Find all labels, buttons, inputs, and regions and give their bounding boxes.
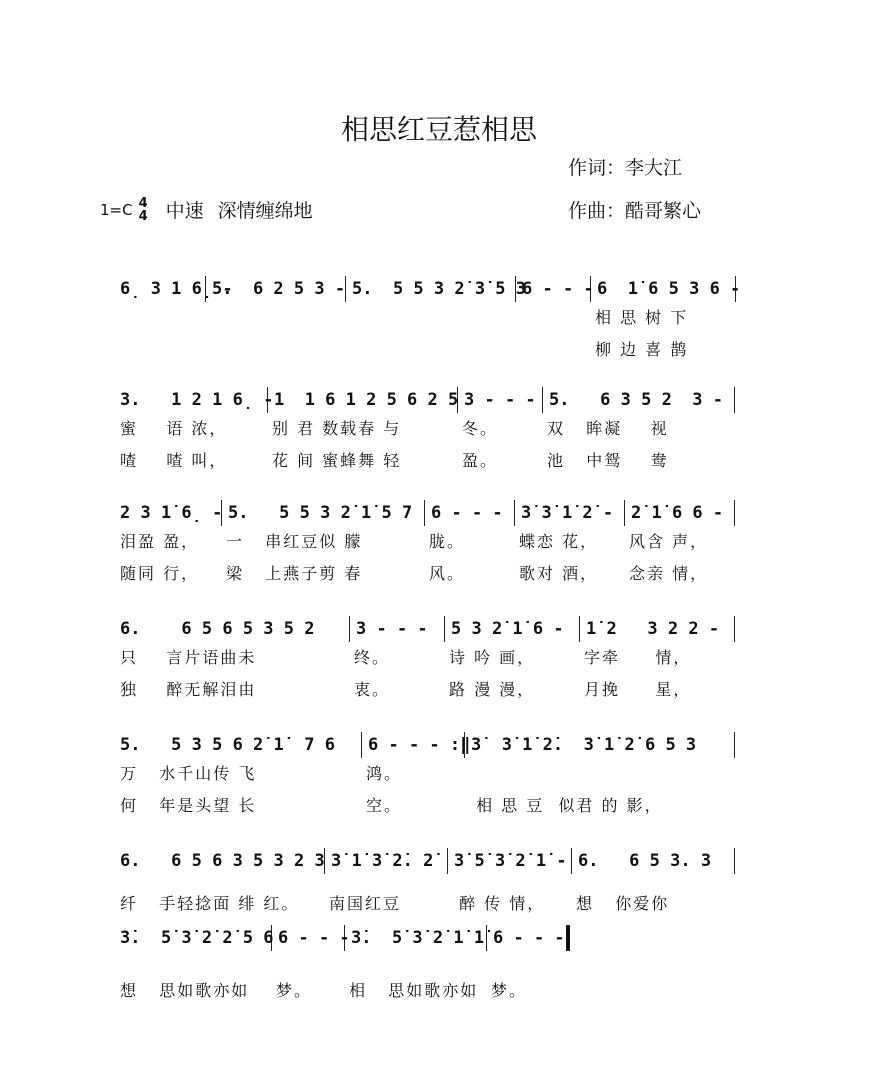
lyric-segment: 池 中鸳 鸯: [547, 451, 669, 470]
key-signature: 1=C: [100, 200, 133, 219]
lyric-segment: 醉 传 情，: [452, 894, 546, 913]
notation-row: [120, 925, 570, 951]
notation-row: [120, 500, 735, 526]
lyric-segment: 相 思如歌亦如: [349, 981, 479, 1000]
lyric-segment: 双 眸凝 视: [547, 419, 669, 438]
notation-row: [120, 732, 735, 758]
lyric-segment: 随同 行，: [120, 564, 200, 583]
lyric-segment: 万 水千山传 飞: [120, 764, 257, 783]
measure: 3̇ 1̇ 3̇ 2̇. 2̇: [325, 848, 448, 874]
lyric-segment: 想 你爱你: [576, 894, 670, 913]
score-system: [120, 616, 735, 706]
lyrics-line-2: [120, 674, 735, 706]
measure: 2̇ 1̇ 6 6 -: [625, 500, 735, 526]
lyric-segment: 泪盈 盈，: [120, 532, 200, 551]
score-system: [120, 925, 570, 1007]
measure: 6 - - -: [272, 925, 345, 951]
measure: 5. 5 3 5 6 2̇ 1̇ 7 6: [120, 732, 362, 758]
lyric-segment: 歌对 酒，: [519, 564, 599, 583]
lyric-segment: 只 言片语曲未: [120, 648, 257, 667]
measure: 3 - - -: [350, 616, 445, 642]
notation-row: [120, 387, 735, 413]
lyric-segment: 柳 边 喜 鹊: [595, 340, 689, 359]
composer-credit: 作曲：酷哥繁心: [568, 200, 702, 222]
measure: 3̇ 3̇ 1̇ 2̇ -: [515, 500, 625, 526]
lyrics-line-2: [120, 334, 736, 366]
song-title: 相思红豆惹相思: [340, 113, 537, 146]
lyric-segment: 鸿。: [366, 764, 403, 783]
lyric-segment: [206, 302, 346, 334]
score-system: [120, 387, 735, 477]
measure: 6 - - -: [516, 276, 591, 302]
measure: 5. 6 2 5 3 -: [206, 276, 346, 302]
lyricist-credit: 作词：李大江: [568, 157, 683, 179]
lyric-segment: 路 漫 漫，: [449, 680, 536, 699]
lyric-segment: 一 串红豆似 朦: [226, 532, 363, 551]
measure: 6. 6 5 6 5 3 5 2: [120, 616, 350, 642]
lyric-segment: [346, 334, 516, 366]
measure: 6. 6 5 3. 3: [572, 848, 735, 874]
notation-row: [120, 616, 735, 642]
lyric-segment: 喳 喳 叫，: [120, 451, 228, 470]
measure: 1̇ 2 3 2 2 -: [580, 616, 735, 642]
measure: 6 1̇ 6 5 3 6 -: [591, 276, 736, 302]
lyric-segment: 相 思 豆 似君 的 影，: [469, 796, 663, 815]
measure: 5. 5 5 3 2̇ 3̇ 5 3: [346, 276, 516, 302]
lyrics-line-1: [120, 888, 735, 920]
lyric-segment: 诗 吟 画，: [449, 648, 536, 667]
lyrics-line-2: [120, 790, 735, 822]
lyric-segment: 梦。: [276, 981, 313, 1000]
lyrics-line-1: [120, 526, 735, 558]
lyric-segment: 相 思 树 下: [595, 308, 689, 327]
measure: 5. 6 3 5 2 3 -: [543, 387, 735, 413]
measure: 3̇ 3̇ 1̇ 2̇. 3̇ 1̇ 2̇ 6 5 3: [465, 732, 735, 758]
lyric-segment: [465, 758, 735, 790]
lyric-segment: 别 君 数载春 与: [272, 419, 402, 438]
lyric-segment: 衷。: [354, 680, 391, 699]
lyric-segment: 终。: [354, 648, 391, 667]
lyrics-line-1: [120, 413, 735, 445]
lyric-segment: 独 醉无解泪由: [120, 680, 257, 699]
lyric-segment: 冬。: [462, 419, 499, 438]
lyrics-line-1: [120, 642, 735, 674]
measure: 2 3 1̇ 6̣ -: [120, 500, 222, 526]
measure: 3. 1 2 1 6̣ -: [120, 387, 268, 413]
measure: 5. 5 5 3 2̇ 1̇ 5 7: [222, 500, 425, 526]
lyric-segment: [516, 334, 591, 366]
expression-marking: 深情缠绵地: [217, 200, 313, 222]
measure: 3̇ 5̇ 3̇ 2̇ 1̇ -: [448, 848, 572, 874]
lyric-segment: 想 思如歌亦如: [120, 981, 250, 1000]
lyric-segment: 南国红豆: [329, 894, 402, 913]
lyric-segment: 梦。: [491, 981, 528, 1000]
lyric-segment: [516, 302, 591, 334]
measure: 5 3 2̇ 1̇ 6 -: [445, 616, 580, 642]
measure: 3̇. 5̇ 3̇ 2̇ 2̇ 5 6: [120, 925, 272, 951]
score-system: [120, 732, 735, 822]
lyric-segment: 念亲 情，: [629, 564, 709, 583]
lyric-segment: 月挽 星，: [584, 680, 692, 699]
notation-row: [120, 848, 735, 874]
tempo-marking: 中速: [165, 200, 204, 222]
time-signature-top: 4: [138, 195, 148, 211]
lyric-segment: 纤 手轻捻面 绯 红。: [120, 894, 300, 913]
score-system: [120, 276, 741, 366]
lyric-segment: 蝶恋 花，: [519, 532, 599, 551]
lyric-segment: 盈。: [462, 451, 499, 470]
time-signature: [139, 197, 148, 223]
measure: 6̣ 3 1 6̣ -: [120, 276, 206, 302]
lyric-segment: [206, 334, 346, 366]
measure: 3 - - -: [458, 387, 543, 413]
lyric-segment: 风。: [429, 564, 466, 583]
measure: 6 - - -: [487, 925, 570, 951]
measure: 1 1 6 1 2 5 6 2 5: [268, 387, 458, 413]
lyric-segment: 梁 上燕子剪 春: [226, 564, 363, 583]
measure: 6. 6 5 6 3 5 3 2 3: [120, 848, 325, 874]
measure: 6 - - -: [425, 500, 515, 526]
lyric-segment: 字牵 情，: [584, 648, 692, 667]
lyric-segment: [120, 334, 206, 366]
time-signature-bottom: 4: [138, 208, 148, 224]
lyric-segment: [346, 302, 516, 334]
score-system: [120, 500, 735, 590]
lyric-segment: 空。: [366, 796, 403, 815]
lyric-segment: 蜜 语 浓，: [120, 419, 228, 438]
lyrics-line-2: [120, 445, 735, 477]
key-tempo-line: [100, 196, 313, 223]
measure: 6 - - - :‖: [362, 732, 465, 758]
score-system: [120, 848, 735, 920]
lyrics-line-1: [120, 975, 570, 1007]
measure: 3̇. 5̇ 3̇ 2̇ 1̇ 1̇: [345, 925, 487, 951]
lyric-segment: 风含 声，: [629, 532, 709, 551]
lyrics-line-1: [120, 758, 735, 790]
lyrics-line-2: [120, 558, 735, 590]
lyric-segment: 何 年是头望 长: [120, 796, 257, 815]
lyric-segment: [120, 302, 206, 334]
lyric-segment: 胧。: [429, 532, 466, 551]
notation-row: [120, 276, 741, 302]
lyrics-line-1: [120, 302, 736, 334]
lyric-segment: 花 间 蜜蜂舞 轻: [272, 451, 402, 470]
